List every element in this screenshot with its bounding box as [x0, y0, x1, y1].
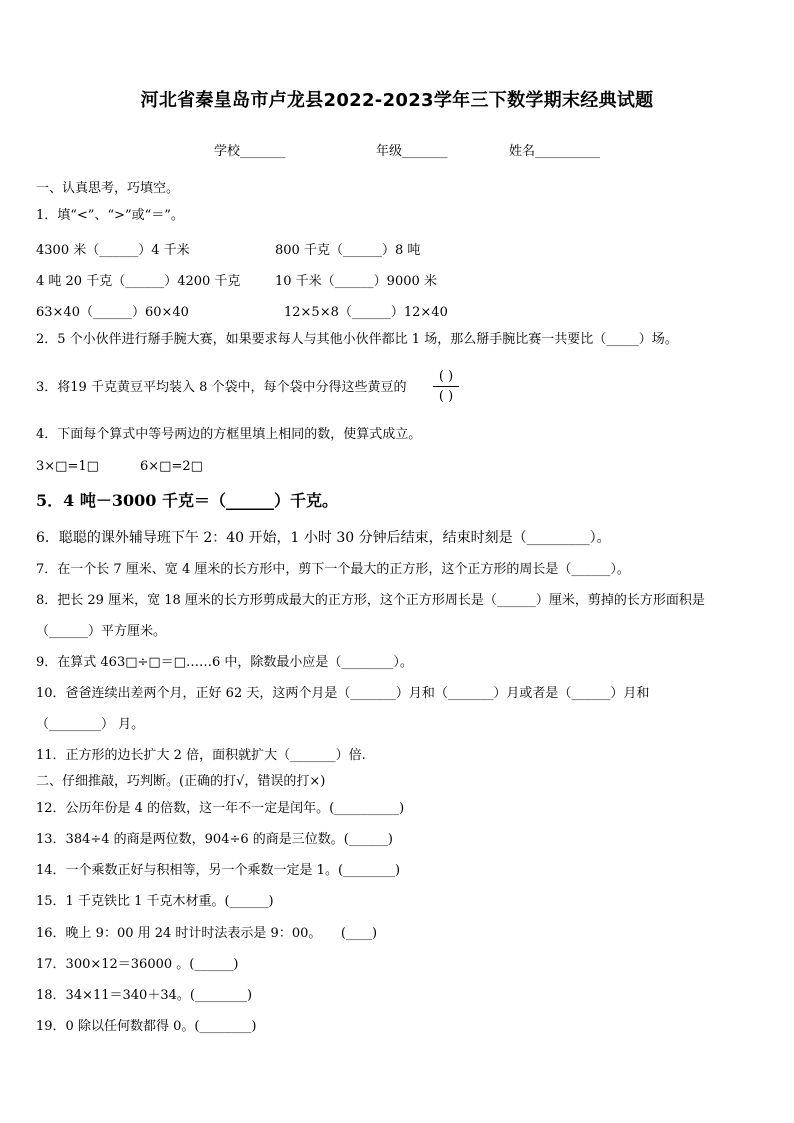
question-1-item: 10 千米（______）9000 米	[275, 274, 437, 289]
fraction-numerator: ( )	[438, 369, 454, 384]
question-12: 12．公历年份是 4 的倍数，这一年不一定是闰年。(__________)	[36, 801, 405, 816]
question-1-item: 800 千克（______）8 吨	[275, 243, 421, 258]
question-14: 14．一个乘数正好与积相等，另一个乘数一定是 1。(________)	[36, 863, 401, 878]
question-10-line-1: 10．爸爸连续出差两个月，正好 62 天，这两个月是（_______）月和（_______）月或者是（______）月和	[36, 686, 650, 701]
question-4-equation: 3×□=1□	[36, 459, 99, 474]
question-4-equation: 6×□=2□	[140, 459, 203, 474]
question-11: 11．正方形的边长扩大 2 倍，面积就扩大（_______）倍.	[36, 748, 366, 763]
question-8-line-1: 8．把长 29 厘米，宽 18 厘米的长方形剪成最大的正方形，这个正方形周长是（______）厘米，剪掉的长方形面积是	[36, 593, 705, 608]
question-3-stem: 3．将19 千克黄豆平均装入 8 个袋中，每个袋中分得这些黄豆的	[36, 380, 407, 395]
question-1-item: 63×40（______）60×40	[36, 305, 189, 320]
section-2-heading: 二、仔细推敲，巧判断。(正确的打√，错误的打×)	[36, 774, 326, 789]
question-6: 6．聪聪的课外辅导班下午 2：40 开始，1 小时 30 分钟后结束，结束时刻是（_________）。	[36, 530, 611, 546]
question-10-line-2: （________） 月。	[36, 717, 145, 732]
question-17: 17．300×12＝36000 。(______)	[36, 957, 239, 972]
question-9: 9．在算式 463□÷□＝□……6 中，除数最小应是（________）。	[36, 655, 413, 670]
question-19: 19．0 除以任何数都得 0。(________)	[36, 1019, 257, 1034]
question-1-item: 4300 米（______）4 千米	[36, 243, 190, 258]
question-7: 7．在一个长 7 厘米、宽 4 厘米的长方形中，剪下一个最大的正方形，这个正方形的周长是（______）。	[36, 562, 630, 577]
question-18: 18．34×11＝340＋34。(________)	[36, 988, 253, 1003]
question-13: 13．384÷4 的商是两位数，904÷6 的商是三位数。(______)	[36, 832, 393, 847]
fraction-denominator: ( )	[438, 389, 454, 404]
question-2: 2．5 个小伙伴进行掰手腕大赛，如果要求每人与其他小伙伴都比 1 场，那么掰手腕比赛一共要比（_____）场。	[36, 332, 678, 347]
question-1-item: 12×5×8（______）12×40	[284, 305, 448, 320]
grade-field: 年级_______	[376, 144, 448, 159]
question-1-item: 4 吨 20 千克（______）4200 千克	[36, 274, 241, 289]
question-5: 5．4 吨－3000 千克＝（______）千克。	[36, 491, 338, 510]
question-16: 16．晚上 9：00 用 24 时计时法表示是 9：00。 (____)	[36, 926, 378, 941]
school-field: 学校_______	[214, 144, 286, 159]
question-15: 15．1 千克铁比 1 千克木材重。(______)	[36, 894, 274, 909]
page-title: 河北省秦皇岛市卢龙县2022-2023学年三下数学期末经典试题	[140, 90, 654, 111]
name-field: 姓名__________	[509, 144, 601, 159]
section-1-heading: 一、认真思考，巧填空。	[36, 181, 180, 196]
question-1-stem: 1．填“<”、“>”或“＝”。	[36, 208, 184, 223]
question-8-line-2: （______）平方厘米。	[36, 624, 167, 639]
question-4-stem: 4．下面每个算式中等号两边的方框里填上相同的数，使算式成立。	[36, 427, 422, 442]
fraction-bar	[433, 386, 459, 387]
question-3-fraction	[433, 369, 459, 404]
